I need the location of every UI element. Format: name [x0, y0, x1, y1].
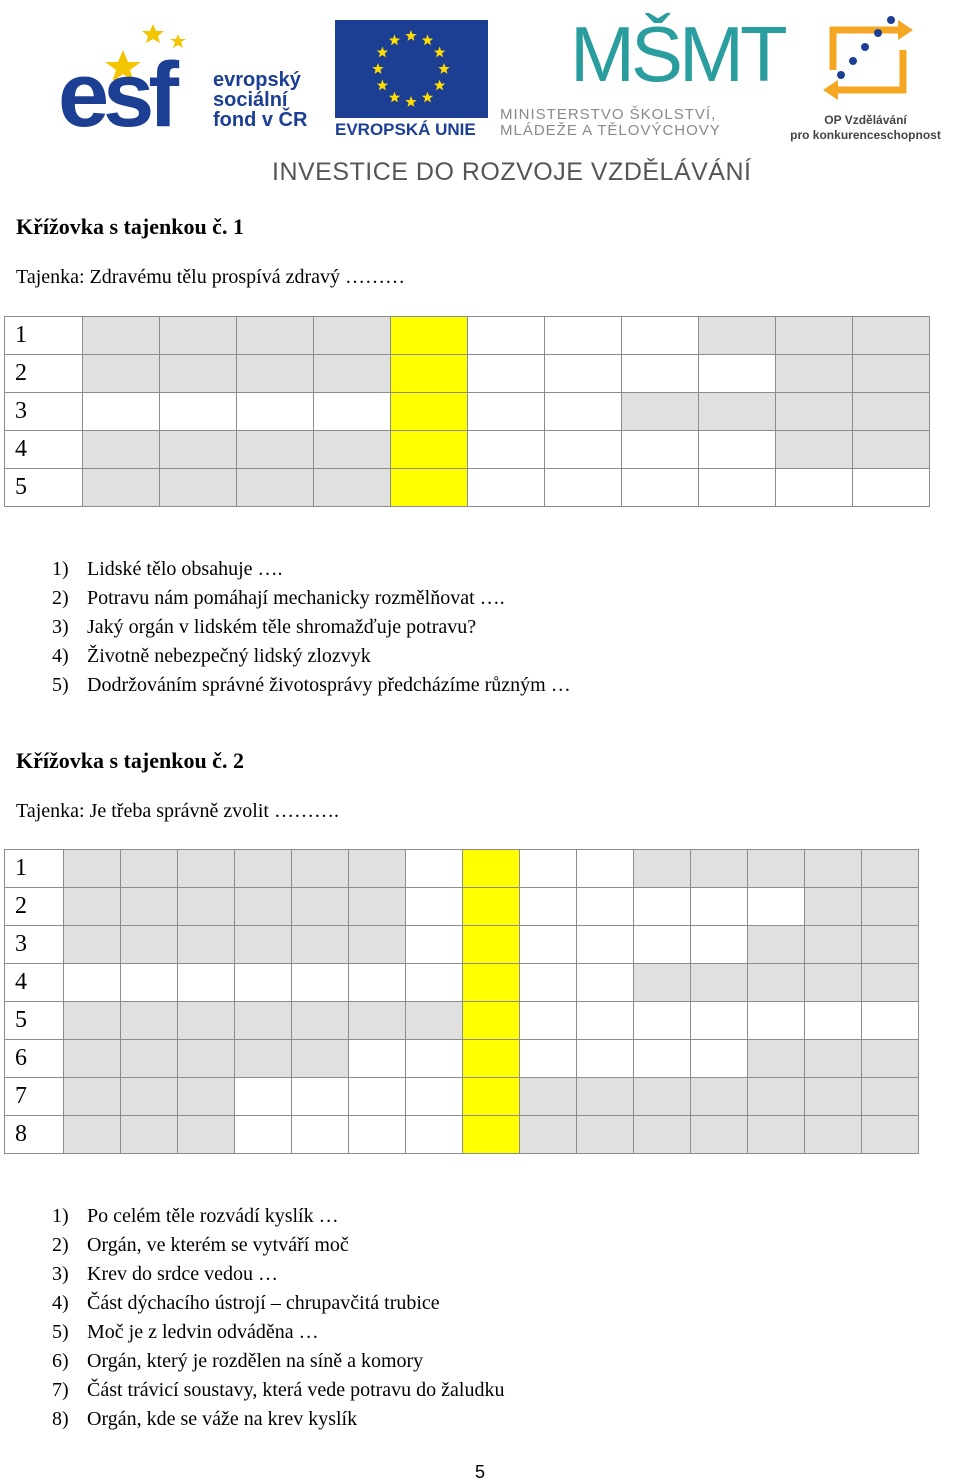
answer-cell[interactable]	[622, 317, 699, 355]
answer-cell[interactable]	[121, 964, 178, 1002]
blank-cell	[349, 926, 406, 964]
blank-cell	[178, 1040, 235, 1078]
grid-row	[5, 469, 930, 507]
row-number: 6	[5, 1040, 64, 1078]
blank-cell	[178, 926, 235, 964]
answer-cell[interactable]	[468, 317, 545, 355]
page-number: 5	[474, 1462, 485, 1482]
clue-item	[52, 1405, 504, 1434]
solution-cell[interactable]	[463, 1040, 520, 1078]
clue-number: 4)	[52, 645, 69, 667]
answer-cell[interactable]	[634, 888, 691, 926]
clue-item	[52, 1318, 504, 1347]
blank-cell	[862, 850, 919, 888]
answer-cell[interactable]	[862, 1002, 919, 1040]
answer-cell[interactable]	[748, 888, 805, 926]
blank-cell	[178, 888, 235, 926]
clue-number: 2)	[52, 587, 69, 609]
blank-cell	[292, 850, 349, 888]
answer-cell[interactable]	[691, 888, 748, 926]
grid-row	[5, 393, 930, 431]
blank-cell	[634, 1078, 691, 1116]
esf-text-line: fond v ČR	[213, 109, 308, 131]
eu-logo	[335, 20, 490, 140]
answer-cell[interactable]	[468, 431, 545, 469]
blank-cell	[121, 850, 178, 888]
clue-number: 1)	[52, 558, 69, 580]
clue-text: Po celém těle rozvádí kyslík …	[87, 1205, 339, 1227]
answer-cell[interactable]	[577, 926, 634, 964]
op-text	[778, 113, 953, 143]
answer-cell[interactable]	[292, 1078, 349, 1116]
answer-cell[interactable]	[699, 469, 776, 507]
solution-cell[interactable]	[391, 317, 468, 355]
row-number: 2	[5, 888, 64, 926]
answer-cell[interactable]	[406, 926, 463, 964]
blank-cell	[776, 317, 853, 355]
blank-cell	[805, 1040, 862, 1078]
blank-cell	[83, 469, 160, 507]
msmt-logo	[500, 10, 784, 145]
answer-cell[interactable]	[622, 355, 699, 393]
blank-cell	[235, 1040, 292, 1078]
op-logo	[778, 15, 953, 145]
eu-star-icon	[377, 47, 388, 58]
answer-cell[interactable]	[545, 393, 622, 431]
answer-cell[interactable]	[406, 1116, 463, 1154]
answer-cell[interactable]	[520, 926, 577, 964]
blank-cell	[121, 1002, 178, 1040]
blank-cell	[634, 850, 691, 888]
eu-star-icon	[422, 34, 433, 45]
eu-star-icon	[438, 63, 449, 74]
blank-cell	[83, 431, 160, 469]
answer-cell[interactable]	[699, 431, 776, 469]
answer-cell[interactable]	[577, 1040, 634, 1078]
blank-cell	[64, 1002, 121, 1040]
blank-cell	[314, 469, 391, 507]
answer-cell[interactable]	[349, 1040, 406, 1078]
eu-flag-icon	[335, 20, 488, 118]
solution-cell[interactable]	[463, 850, 520, 888]
clue-number: 6)	[52, 1350, 69, 1372]
clue-text: Orgán, kde se váže na krev kyslík	[87, 1408, 358, 1430]
row-number: 2	[5, 355, 83, 393]
esf-text-line: evropský	[213, 69, 301, 91]
blank-cell	[577, 1078, 634, 1116]
grid-row	[5, 888, 919, 926]
clue-text: Jaký orgán v lidském těle shromažďuje potravu?	[87, 616, 477, 638]
answer-cell[interactable]	[520, 850, 577, 888]
clue-text: Orgán, ve kterém se vytváří moč	[87, 1234, 349, 1256]
blank-cell	[748, 1116, 805, 1154]
blank-cell	[121, 1116, 178, 1154]
blank-cell	[853, 317, 930, 355]
row-number: 4	[5, 964, 64, 1002]
blank-cell	[577, 1116, 634, 1154]
answer-cell[interactable]	[520, 1002, 577, 1040]
solution-cell[interactable]	[391, 431, 468, 469]
blank-cell	[805, 964, 862, 1002]
answer-cell[interactable]	[292, 1116, 349, 1154]
answer-cell[interactable]	[545, 469, 622, 507]
msmt-text	[500, 107, 770, 139]
answer-cell[interactable]	[349, 1116, 406, 1154]
blank-cell	[622, 393, 699, 431]
blank-cell	[349, 1002, 406, 1040]
logo-header	[0, 0, 960, 200]
blank-cell	[634, 964, 691, 1002]
clue-item	[52, 642, 571, 671]
eu-stars-icon	[335, 20, 488, 118]
answer-cell[interactable]	[622, 469, 699, 507]
blank-cell	[805, 1116, 862, 1154]
answer-cell[interactable]	[178, 964, 235, 1002]
blank-cell	[748, 1078, 805, 1116]
solution-cell[interactable]	[463, 1002, 520, 1040]
blank-cell	[805, 926, 862, 964]
answer-cell[interactable]	[235, 964, 292, 1002]
blank-cell	[292, 888, 349, 926]
blank-cell	[64, 1040, 121, 1078]
blank-cell	[699, 393, 776, 431]
clue-item	[52, 1289, 504, 1318]
grid-row	[5, 1078, 919, 1116]
answer-cell[interactable]	[577, 888, 634, 926]
grid-row	[5, 355, 930, 393]
blank-cell	[691, 964, 748, 1002]
blank-cell	[178, 1078, 235, 1116]
answer-cell[interactable]	[235, 1078, 292, 1116]
slogan: INVESTICE DO ROZVOJE VZDĚLÁVÁNÍ	[272, 158, 752, 186]
answer-cell[interactable]	[520, 888, 577, 926]
clue-number: 2)	[52, 1234, 69, 1256]
answer-cell[interactable]	[699, 355, 776, 393]
crossword2-clues	[52, 1202, 504, 1434]
blank-cell	[64, 1078, 121, 1116]
grid-row	[5, 926, 919, 964]
clue-text: Orgán, který je rozdělen na síně a komory	[87, 1350, 424, 1372]
blank-cell	[64, 888, 121, 926]
answer-cell[interactable]	[406, 888, 463, 926]
blank-cell	[691, 850, 748, 888]
grid-row	[5, 1116, 919, 1154]
answer-cell[interactable]	[691, 1002, 748, 1040]
answer-cell[interactable]	[577, 850, 634, 888]
esf-text-line: sociální	[213, 89, 288, 111]
answer-cell[interactable]	[406, 850, 463, 888]
answer-cell[interactable]	[545, 317, 622, 355]
eu-star-icon	[372, 63, 383, 74]
answer-cell[interactable]	[314, 393, 391, 431]
blank-cell	[853, 393, 930, 431]
answer-cell[interactable]	[235, 1116, 292, 1154]
blank-cell	[691, 1116, 748, 1154]
answer-cell[interactable]	[577, 1002, 634, 1040]
blank-cell	[83, 317, 160, 355]
crossword1-grid	[4, 316, 930, 507]
clue-text: Moč je z ledvin odváděna …	[87, 1321, 319, 1343]
answer-cell[interactable]	[292, 964, 349, 1002]
eu-star-icon	[434, 80, 445, 91]
blank-cell	[235, 926, 292, 964]
grid-row	[5, 964, 919, 1002]
grid-row	[5, 850, 919, 888]
clue-number: 4)	[52, 1292, 69, 1314]
eu-star-icon	[377, 80, 388, 91]
answer-cell[interactable]	[805, 1002, 862, 1040]
blank-cell	[292, 926, 349, 964]
blank-cell	[748, 926, 805, 964]
answer-cell[interactable]	[691, 1040, 748, 1078]
grid-row	[5, 1040, 919, 1078]
blank-cell	[862, 926, 919, 964]
clue-item	[52, 1231, 504, 1260]
answer-cell[interactable]	[468, 355, 545, 393]
clue-number: 3)	[52, 616, 69, 638]
eu-text: EVROPSKÁ UNIE	[335, 120, 476, 139]
blank-cell	[349, 850, 406, 888]
blank-cell	[160, 355, 237, 393]
blank-cell	[83, 355, 160, 393]
answer-cell[interactable]	[160, 393, 237, 431]
clue-item	[52, 555, 571, 584]
clue-text: Dodržováním správné životosprávy předcházíme různým …	[87, 674, 571, 696]
msmt-text-line: MLÁDEŽE A TĚLOVÝCHOVY	[500, 122, 721, 139]
eu-star-icon	[389, 92, 400, 103]
blank-cell	[292, 1002, 349, 1040]
blank-cell	[64, 850, 121, 888]
blank-cell	[314, 317, 391, 355]
eu-star-icon	[389, 34, 400, 45]
answer-cell[interactable]	[853, 469, 930, 507]
grid-row	[5, 431, 930, 469]
blank-cell	[776, 393, 853, 431]
solution-cell[interactable]	[391, 469, 468, 507]
row-number: 1	[5, 317, 83, 355]
grid-row	[5, 317, 930, 355]
blank-cell	[237, 317, 314, 355]
blank-cell	[235, 1002, 292, 1040]
blank-cell	[805, 850, 862, 888]
blank-cell	[862, 888, 919, 926]
clue-item	[52, 613, 571, 642]
answer-cell[interactable]	[520, 1040, 577, 1078]
blank-cell	[178, 1002, 235, 1040]
crossword1-title: Křížovka s tajenkou č. 1	[16, 214, 244, 239]
crossword1-tajenka: Tajenka: Zdravému tělu prospívá zdravý ………	[16, 266, 406, 288]
blank-cell	[160, 431, 237, 469]
msmt-text-line: MINISTERSTVO ŠKOLSTVÍ,	[500, 106, 717, 123]
answer-cell[interactable]	[577, 964, 634, 1002]
blank-cell	[862, 1078, 919, 1116]
eu-star-icon	[434, 47, 445, 58]
blank-cell	[853, 355, 930, 393]
row-number: 3	[5, 393, 83, 431]
blank-cell	[121, 926, 178, 964]
blank-cell	[406, 1002, 463, 1040]
blank-cell	[178, 1116, 235, 1154]
blank-cell	[776, 355, 853, 393]
answer-cell[interactable]	[520, 964, 577, 1002]
clue-number: 5)	[52, 674, 69, 696]
crossword2-title: Křížovka s tajenkou č. 2	[16, 748, 244, 773]
blank-cell	[314, 355, 391, 393]
row-number: 1	[5, 850, 64, 888]
answer-cell[interactable]	[406, 1040, 463, 1078]
answer-cell[interactable]	[237, 393, 314, 431]
clue-text: Lidské tělo obsahuje ….	[87, 558, 283, 580]
row-number: 8	[5, 1116, 64, 1154]
answer-cell[interactable]	[545, 431, 622, 469]
solution-cell[interactable]	[391, 355, 468, 393]
blank-cell	[237, 469, 314, 507]
clue-item	[52, 1260, 504, 1289]
solution-cell[interactable]	[463, 1078, 520, 1116]
clue-text: Krev do srdce vedou …	[87, 1263, 279, 1285]
eu-star-icon	[405, 30, 416, 41]
blank-cell	[314, 431, 391, 469]
blank-cell	[160, 317, 237, 355]
answer-cell[interactable]	[64, 964, 121, 1002]
answer-cell[interactable]	[349, 964, 406, 1002]
blank-cell	[805, 888, 862, 926]
blank-cell	[748, 964, 805, 1002]
blank-cell	[862, 1040, 919, 1078]
answer-cell[interactable]	[406, 964, 463, 1002]
blank-cell	[121, 1078, 178, 1116]
esf-text	[213, 70, 307, 130]
blank-cell	[64, 1116, 121, 1154]
crossword2-grid	[4, 849, 919, 1154]
blank-cell	[235, 888, 292, 926]
blank-cell	[748, 850, 805, 888]
grid-row	[5, 1002, 919, 1040]
blank-cell	[520, 1078, 577, 1116]
op-text-line: pro konkurenceschopnost	[790, 128, 941, 142]
solution-cell[interactable]	[463, 926, 520, 964]
blank-cell	[178, 850, 235, 888]
eu-star-icon	[405, 96, 416, 107]
blank-cell	[121, 1040, 178, 1078]
answer-cell[interactable]	[406, 1078, 463, 1116]
blank-cell	[862, 1116, 919, 1154]
eu-star-icon	[422, 92, 433, 103]
esf-letters: esf	[58, 44, 173, 146]
solution-cell[interactable]	[463, 964, 520, 1002]
answer-cell[interactable]	[634, 1040, 691, 1078]
clue-number: 5)	[52, 1321, 69, 1343]
blank-cell	[805, 1078, 862, 1116]
clue-item	[52, 1347, 504, 1376]
blank-cell	[121, 888, 178, 926]
esf-logo	[58, 20, 323, 146]
op-text-line: OP Vzdělávání	[824, 113, 907, 127]
clue-text: Životně nebezpečný lidský zlozvyk	[87, 645, 371, 667]
answer-cell[interactable]	[545, 355, 622, 393]
row-number: 5	[5, 469, 83, 507]
answer-cell[interactable]	[634, 926, 691, 964]
blank-cell	[776, 431, 853, 469]
row-number: 7	[5, 1078, 64, 1116]
solution-cell[interactable]	[391, 393, 468, 431]
clue-number: 7)	[52, 1379, 69, 1401]
msmt-mark: MŠMT	[570, 10, 784, 98]
answer-cell[interactable]	[691, 926, 748, 964]
clue-number: 1)	[52, 1205, 69, 1227]
crossword1-clues	[52, 555, 571, 700]
blank-cell	[237, 355, 314, 393]
solution-cell[interactable]	[463, 888, 520, 926]
blank-cell	[862, 964, 919, 1002]
clue-text: Část trávicí soustavy, která vede potravu do žaludku	[87, 1379, 505, 1401]
blank-cell	[292, 1040, 349, 1078]
row-number: 4	[5, 431, 83, 469]
blank-cell	[520, 1116, 577, 1154]
answer-cell[interactable]	[468, 393, 545, 431]
blank-cell	[699, 317, 776, 355]
crossword2-tajenka: Tajenka: Je třeba správně zvolit ……….	[16, 800, 339, 822]
op-arrows-icon	[813, 15, 923, 105]
clue-item	[52, 671, 571, 700]
blank-cell	[748, 1040, 805, 1078]
blank-cell	[237, 431, 314, 469]
blank-cell	[349, 888, 406, 926]
clue-text: Potravu nám pomáhají mechanicky rozmělňovat ….	[87, 587, 505, 609]
answer-cell[interactable]	[748, 1002, 805, 1040]
clue-number: 8)	[52, 1408, 69, 1430]
answer-cell[interactable]	[622, 431, 699, 469]
answer-cell[interactable]	[634, 1002, 691, 1040]
row-number: 5	[5, 1002, 64, 1040]
blank-cell	[160, 469, 237, 507]
clue-item	[52, 584, 571, 613]
clue-number: 3)	[52, 1263, 69, 1285]
answer-cell[interactable]	[468, 469, 545, 507]
row-number: 3	[5, 926, 64, 964]
blank-cell	[235, 850, 292, 888]
clue-item	[52, 1202, 504, 1231]
blank-cell	[853, 431, 930, 469]
blank-cell	[64, 926, 121, 964]
solution-cell[interactable]	[463, 1116, 520, 1154]
clue-text: Část dýchacího ústrojí – chrupavčitá trubice	[87, 1292, 440, 1314]
blank-cell	[634, 1116, 691, 1154]
blank-cell	[691, 1078, 748, 1116]
answer-cell[interactable]	[776, 469, 853, 507]
answer-cell[interactable]	[349, 1078, 406, 1116]
clue-item	[52, 1376, 504, 1405]
answer-cell[interactable]	[83, 393, 160, 431]
